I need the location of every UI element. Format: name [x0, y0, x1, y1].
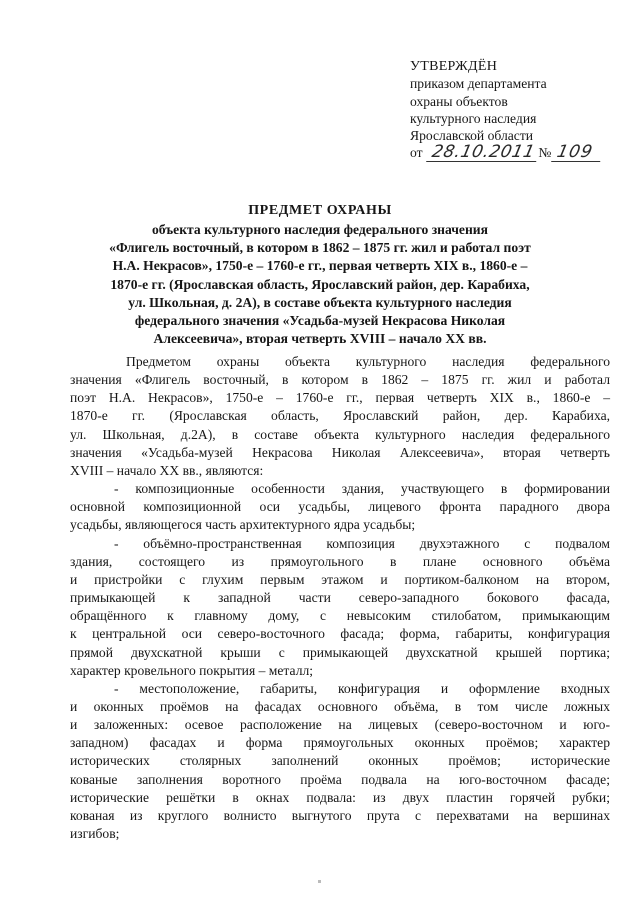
- body-line: XVIII – начало XX вв., являются:: [70, 462, 264, 478]
- body-line: и пристройки с глухим первым этажом и портиком-балконом на втором,: [70, 571, 610, 587]
- scan-speck: [318, 880, 321, 883]
- approval-heading: УТВЕРЖДЁН: [410, 59, 498, 74]
- body-line: западном) фасадах и форма прямоугольных оконных проёмов; характер: [70, 735, 610, 751]
- handwritten-date: 28.10.2011: [426, 144, 540, 162]
- subtitle-line: федерального значения «Усадьба-музей Некрасова Николая: [134, 313, 506, 329]
- body-line: и заложенных: осевое расположение на лицевых (северо-восточном и юго-: [70, 717, 610, 733]
- approval-line: культурного наследия: [410, 110, 537, 126]
- subtitle-line: объекта культурного наследия федерального значения: [152, 222, 488, 237]
- body-line: примыкающей к западной части северо-западного бокового фасада,: [70, 590, 610, 606]
- approval-line: приказом департамента: [410, 76, 547, 92]
- subtitle-line: Н.А. Некрасов», 1750-е – 1760-е гг., первая четверть XIX в., 1860-е –: [112, 258, 528, 274]
- handwritten-number: 109: [551, 144, 604, 162]
- body-line: ул. Школьная, д.2А), в составе объекта культурного наследия федерального: [70, 426, 610, 442]
- body-line: к центральной оси северо-восточного фасада; форма, габариты, конфигурация: [70, 626, 610, 642]
- body-line: усадьбы, являющегося часть архитектурного ядра усадьбы;: [70, 517, 416, 533]
- approval-line: Ярославской области: [410, 128, 534, 144]
- subtitle-line: 1870-е гг. (Ярославская область, Ярославский район, дер. Карабиха,: [110, 276, 530, 292]
- subtitle-line: Алексеевича», вторая четверть XVIII – начало XX вв.: [153, 331, 487, 347]
- body-line: характер кровельного покрытия – металл;: [70, 662, 314, 678]
- body-line: Предметом охраны объекта культурного наследия федерального: [126, 354, 610, 369]
- body-line: и оконных проёмов на фасадах основного объёма, в том числе ложных: [70, 698, 610, 714]
- subtitle-line: «Флигель восточный, в котором в 1862 – 1875 гг. жил и работал поэт: [109, 240, 531, 256]
- body-line: исторических столярных заполнений оконных проёмов; исторические: [70, 753, 610, 769]
- body-line: кованая из круглого волнисто выгнутого прута с перехватами на вершинах: [70, 807, 610, 823]
- body-line: - местоположение, габариты, конфигурация и оформление входных: [114, 680, 610, 696]
- date-prefix: от: [410, 145, 423, 161]
- body-line: исторические решётки в окнах подвала: из двух пластин горячей рубки;: [70, 789, 610, 805]
- number-prefix: №: [538, 145, 552, 161]
- body-line: поэт Н.А. Некрасов», 1750-е – 1760-е гг., первая четверть XIX в., 1860-е –: [70, 390, 610, 406]
- body-line: изгибов;: [70, 826, 120, 842]
- document-body: [70, 353, 610, 843]
- body-line: здания, состоящего из прямоугольного в плане основного объёма: [70, 553, 610, 569]
- body-line: значения «Флигель восточный, в котором в 1862 – 1875 гг. жил и работал: [70, 372, 610, 388]
- body-line: обращённого к главному дому, с невысоким стилобатом, примыкающим: [70, 608, 610, 624]
- approval-line: охраны объектов: [410, 93, 508, 109]
- body-line: прямой двухскатной крыши с примыкающей двухскатной крышей портика;: [70, 644, 610, 660]
- body-line: 1870-е гг. (Ярославская область, Ярославский район, дер. Карабиха,: [70, 408, 610, 424]
- document-subtitle: [90, 221, 550, 348]
- approval-date-line: [410, 144, 620, 162]
- body-line: основной композиционной оси усадьбы, лицевого фронта парадного двора: [70, 499, 610, 515]
- body-line: кованые заполнения воротного проёма подвала на юго-восточном фасаде;: [70, 771, 610, 787]
- body-line: - объёмно-пространственная композиция двухэтажного с подвалом: [114, 535, 610, 551]
- body-line: значения «Усадьба-музей Некрасова Николая Алексеевича», вторая четверть: [70, 444, 610, 460]
- subtitle-line: ул. Школьная, д. 2А), в составе объекта культурного наследия: [128, 294, 512, 310]
- document-title: ПРЕДМЕТ ОХРАНЫ: [248, 203, 392, 218]
- body-line: - композиционные особенности здания, участвующего в формировании: [114, 481, 610, 497]
- approval-stamp: [410, 58, 620, 163]
